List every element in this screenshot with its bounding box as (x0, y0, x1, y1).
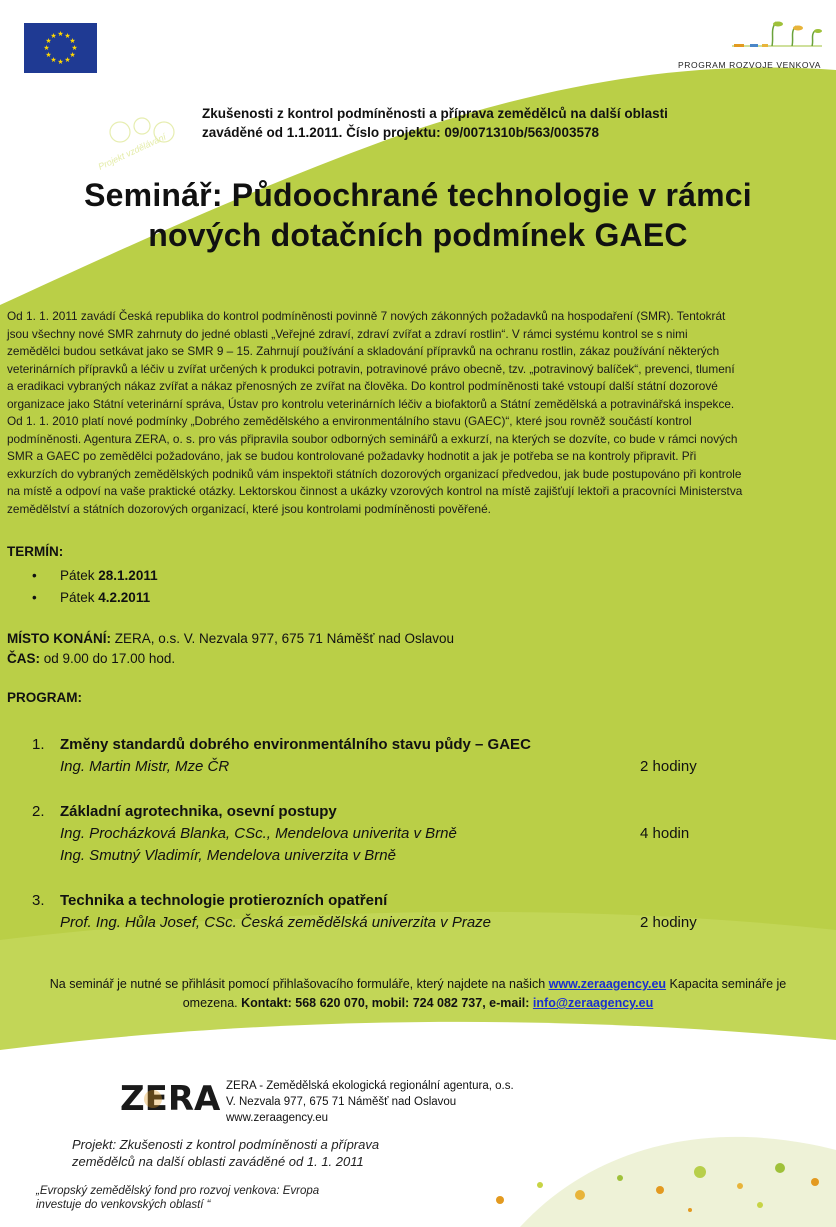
zera-line3: www.zeraagency.eu (226, 1112, 329, 1124)
intro-line: zemědělství a státních dozorových organizací, které jsou kontrolami podmíněnosti pověřené. (7, 501, 491, 516)
intro-line: veterinárních přípravků a léčiv u zvířat určených k produkci potravin, potravinové právo obecně, tzv. „potravinový balíček“, prevenci, tlumení (7, 361, 735, 376)
program-title: Změny standardů dobrého environmentálního stavu půdy – GAEC (60, 736, 531, 753)
sprout-icon (672, 18, 824, 60)
email-link[interactable]: info@zeraagency.eu (532, 996, 654, 1010)
list-item (32, 587, 158, 609)
program-item-1 (32, 734, 732, 780)
header-project-line2: zaváděné od 1.1.2011. Číslo projektu: 09/0071310b/563/003578 (202, 125, 599, 140)
program-num: 3. (32, 892, 45, 909)
program-lecturer: Prof. Ing. Hůla Josef, CSc. Česká zemědělská univerzita v Praze (60, 914, 492, 931)
svg-text:★: ★ (57, 58, 64, 66)
zera-line1: ZERA - Zemědělská ekologická regionální agentura, o.s. (226, 1080, 514, 1092)
list-item (32, 565, 158, 587)
venue-info (7, 629, 454, 669)
title-line2: nových dotačních podmínek GAEC (148, 217, 688, 253)
intro-line: Od 1. 1. 2011 zavádí Česká republika do kontrol podmíněnosti povinně 7 nových zákonných požadavků na hospodaření (SMR). Tentokrát (7, 309, 726, 323)
program-num: 2. (32, 803, 45, 820)
program-logo-text: PROGRAM ROZVOJE VENKOVA (678, 60, 822, 70)
program-lecturer: Ing. Procházková Blanka, CSc., Mendelova univerita v Brně (60, 825, 457, 842)
intro-line: a eradikaci vybraných nákaz zvířat a nákaz přenosných ze zvířat na člověka. Do kontrol podmíněnosti také vstoupí další státní dozorové (7, 379, 718, 393)
footer-text: omezena. (182, 996, 242, 1010)
zera-line2: V. Nezvala 977, 675 71 Náměšť nad Oslavou (226, 1096, 457, 1108)
program-duration: 2 hodiny (640, 758, 697, 775)
misto-value: ZERA, o.s. V. Nezvala 977, 675 71 Náměšť nad Oslavou (111, 631, 454, 646)
intro-line: jsou všechny nové SMR zahrnuty do jedné oblasti „Veřejné zdraví, zdraví zvířat a zdraví rostlin“. V rámci systému kontrol se s nimi (7, 326, 688, 341)
projekt-stamp-logo (80, 110, 190, 180)
program-item-2 (32, 801, 732, 869)
program-label: PROGRAM: (7, 690, 82, 705)
eu-stars-icon (24, 23, 97, 73)
quote-line2: investuje do venkovských oblastí “ (36, 1199, 211, 1211)
intro-line: podmíněnosti. Agentura ZERA, o. s. pro vás připravila soubor odborných seminářů a exkurzí, na kterých se dozvíte, co bude v rámci nových (7, 431, 738, 446)
quote-line1: „Evropský zemědělský fond pro rozvoj venkova: Evropa (36, 1185, 320, 1197)
program-num: 1. (32, 736, 45, 753)
termin-day: Pátek (60, 568, 99, 583)
svg-text:★: ★ (69, 51, 76, 59)
program-title: Základní agrotechnika, osevní postupy (60, 803, 337, 820)
termin-date: 4.2.2011 (98, 590, 151, 605)
cas-value: od 9.00 do 17.00 hod. (40, 651, 176, 666)
program-lecturer: Ing. Martin Mistr, Mze ČR (60, 758, 230, 775)
zera-logo-icon (120, 1072, 220, 1122)
website-link[interactable]: www.zeraagency.eu (548, 977, 667, 991)
intro-line: exkurzích do vybraných zemědělských podniků vám inspektoři státních dozorových organizací předvedou, jak bude postupováno při kontrole (7, 466, 742, 481)
program-title: Technika a technologie protierozních opatření (60, 892, 388, 909)
svg-text:★: ★ (71, 44, 78, 52)
svg-text:★: ★ (50, 32, 57, 40)
svg-text:★: ★ (43, 44, 50, 52)
footer-text: Kapacita semináře je (666, 977, 787, 991)
termin-list (32, 565, 158, 609)
bottom-project-line2: zemědělců na další oblasti zaváděné od 1. 1. 2011 (72, 1154, 364, 1169)
program-duration: 4 hodin (640, 825, 690, 842)
footer-text: Na seminář je nutné se přihlásit pomocí přihlašovacího formuláře, který najdete na našich (49, 977, 549, 991)
svg-text:★: ★ (64, 32, 71, 40)
termin-label: TERMÍN: (7, 544, 64, 559)
intro-line: na místě a odpoví na vaše praktické otázky. Lektorskou činnost a ukázky vzorových kontrol na místě zajišťují lektoři a pracovníci Ministerstva (7, 484, 743, 498)
svg-text:★: ★ (64, 56, 71, 64)
title-line1: Seminář: Půdoochrané technologie v rámci (84, 177, 752, 213)
termin-day: Pátek (60, 590, 99, 605)
svg-text:★: ★ (45, 37, 52, 45)
svg-text:★: ★ (50, 56, 57, 64)
bullet-icon: • (32, 568, 37, 583)
intro-line: organizace jako Státní veterinární správa, Ústav pro kontrolu veterinárních léčiv a biofaktorů a Státní zemědělská a potravinářská inspekce. (7, 396, 735, 411)
program-duration: 2 hodiny (640, 914, 697, 931)
intro-line: SMR a GAEC po zemědělci požadováno, jak se budou kontrolované požadavky hodnotit a jak je potřeba se na kontroly připravit. Při (7, 449, 697, 463)
header-project-text (202, 104, 762, 142)
eu-flag-logo (24, 23, 97, 73)
svg-text:★: ★ (57, 30, 64, 38)
bottom-project-text (72, 1136, 379, 1170)
program-lecturer: Ing. Smutný Vladimír, Mendelova univerzita v Brně (60, 847, 396, 864)
svg-text:★: ★ (45, 51, 52, 59)
program-item-3 (32, 890, 732, 936)
cas-label: ČAS: (7, 651, 40, 666)
dot-decoration (496, 1196, 504, 1204)
intro-line: zemědělci budou setkávat jako se SMR 9 – 15. Zahrnují používání a skladování přípravků na ochranu rostlin, zákaz používání některých (7, 344, 720, 358)
intro-line: Od 1. 1. 2010 platí nové podmínky „Dobrého zemědělského a environmentálního stavu (GAEC)“, které jsou rovněž součástí kontrol (7, 414, 692, 428)
svg-text:★: ★ (69, 37, 76, 45)
bottom-project-line1: Projekt: Zkušenosti z kontrol podmíněnosti a příprava (72, 1137, 380, 1152)
intro-paragraph (7, 308, 811, 518)
misto-label: MÍSTO KONÁNÍ: (7, 631, 111, 646)
page-title (0, 175, 836, 255)
eu-fund-quote (36, 1184, 319, 1212)
registration-note (0, 975, 836, 1013)
zera-logo-text: ZERA (120, 1079, 220, 1119)
contact-text: Kontakt: 568 620 070, mobil: 724 082 737, e-mail: (241, 996, 533, 1010)
bullet-icon: • (32, 590, 37, 605)
zera-info (226, 1078, 514, 1126)
header-project-line1: Zkušenosti z kontrol podmíněnosti a příprava zemědělců na další oblasti (202, 106, 668, 121)
zera-logo (120, 1072, 220, 1122)
program-rozvoje-venkova-logo (672, 18, 824, 74)
projekt-stamp-icon (80, 110, 190, 180)
stamp-text: Projekt vzdělávání (96, 131, 168, 172)
termin-date: 28.1.2011 (98, 568, 158, 583)
